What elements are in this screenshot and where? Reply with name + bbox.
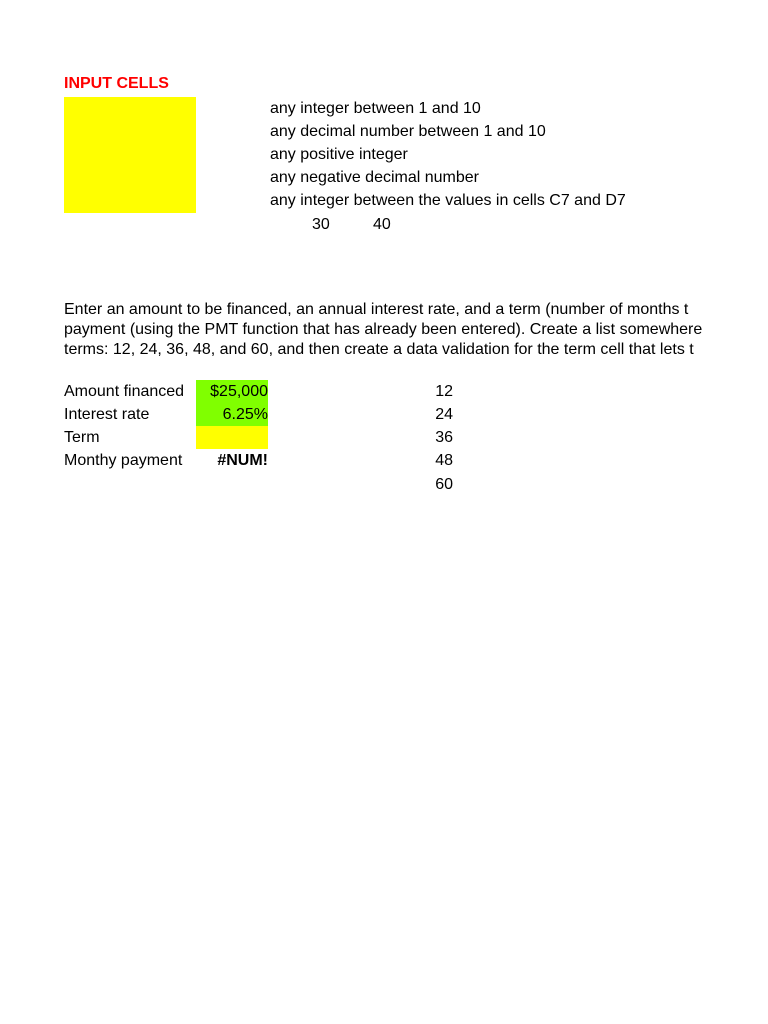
interest-rate-cell[interactable]: 6.25% — [196, 403, 268, 426]
term-option-3[interactable]: 36 — [435, 429, 453, 446]
amount-financed-cell[interactable]: $25,000 — [196, 380, 268, 403]
rule-4: any negative decimal number — [270, 169, 480, 186]
rule-2: any decimal number between 1 and 10 — [270, 123, 546, 140]
instruction-line-1: Enter an amount to be financed, an annual interest rate, and a term (number of months t — [64, 301, 689, 318]
interest-rate-label: Interest rate — [64, 406, 150, 423]
term-option-4[interactable]: 48 — [435, 452, 453, 469]
amount-financed-label: Amount financed — [64, 383, 185, 400]
term-option-1[interactable]: 12 — [435, 383, 453, 400]
term-option-5[interactable]: 60 — [435, 476, 453, 493]
rule-3: any positive integer — [270, 146, 408, 163]
monthly-payment-cell[interactable]: #NUM! — [217, 452, 268, 469]
rule-5: any integer between the values in cells C7 and D7 — [270, 192, 626, 209]
input-cells-title: INPUT CELLS — [64, 75, 169, 92]
cell-d7[interactable]: 40 — [373, 216, 391, 233]
input-cells-block[interactable] — [64, 97, 196, 213]
term-option-2[interactable]: 24 — [435, 406, 453, 423]
monthly-payment-label: Monthy payment — [64, 452, 183, 469]
term-label: Term — [64, 429, 100, 446]
instructions-paragraph — [64, 300, 702, 360]
term-cell[interactable] — [196, 426, 268, 449]
instruction-line-3: terms: 12, 24, 36, 48, and 60, and then create a data validation for the term cell that lets t — [64, 341, 694, 358]
cell-c7[interactable]: 30 — [312, 216, 330, 233]
rule-1: any integer between 1 and 10 — [270, 100, 481, 117]
instruction-line-2: payment (using the PMT function that has already been entered). Create a list somewhere — [64, 321, 702, 338]
